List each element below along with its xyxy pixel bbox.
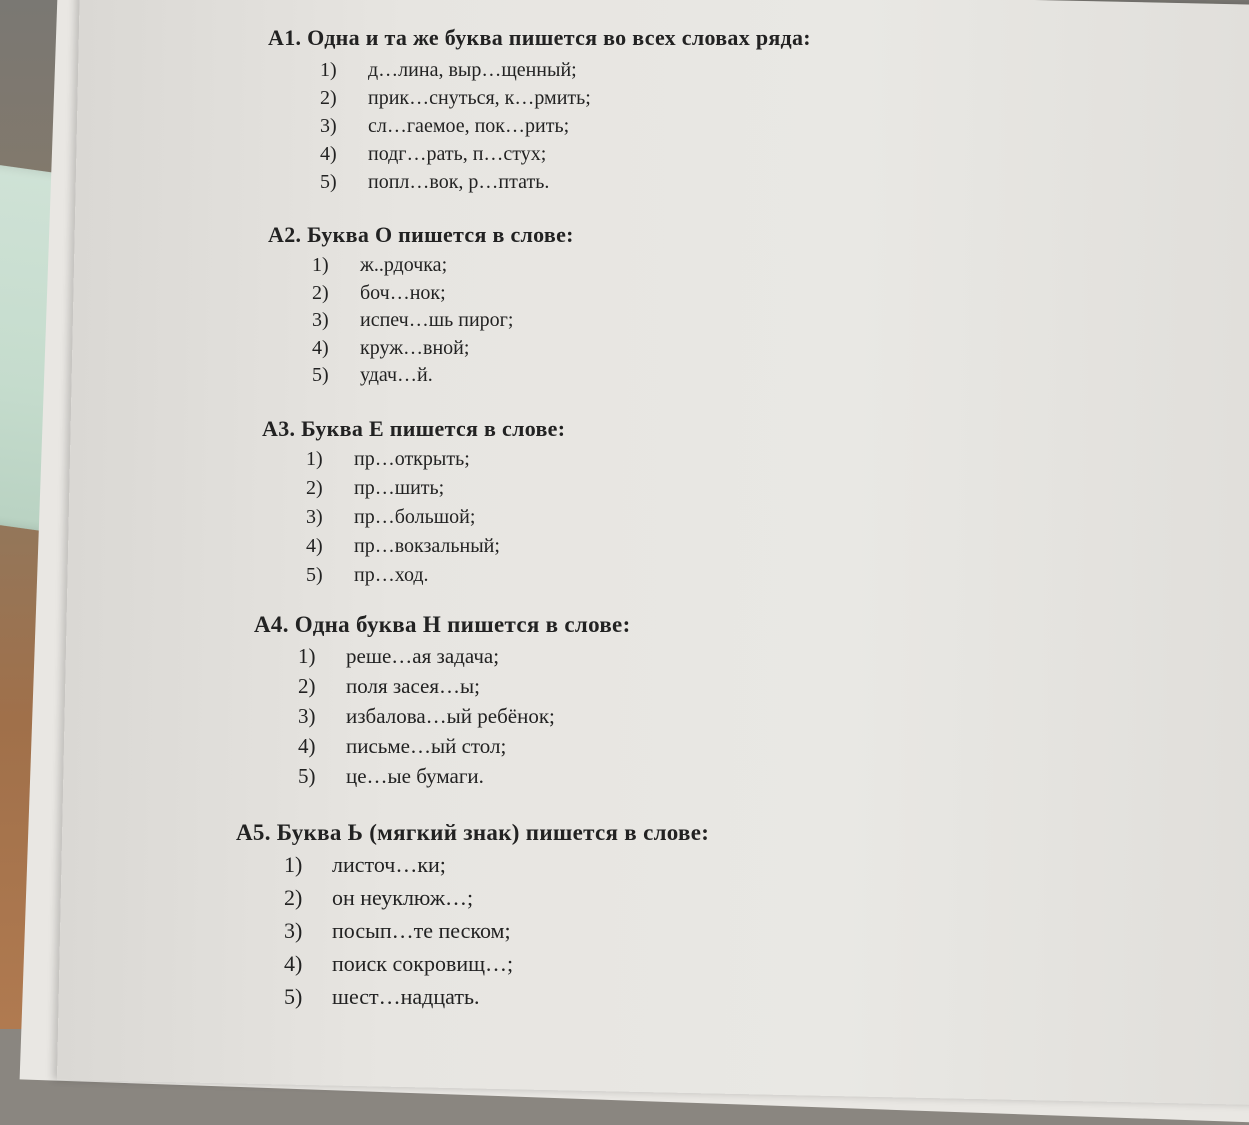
option-number: 4) <box>312 336 329 359</box>
option-list <box>312 254 574 392</box>
option-text: письме…ый стол; <box>346 734 507 758</box>
option-number: 1) <box>312 254 329 276</box>
option-item <box>284 918 709 951</box>
option-item <box>284 885 709 918</box>
option-number: 4) <box>306 535 323 557</box>
option-item <box>312 254 574 282</box>
option-item <box>320 115 811 143</box>
option-number: 2) <box>298 674 316 698</box>
option-number: 2) <box>320 87 337 109</box>
task-a2 <box>268 222 574 392</box>
option-item <box>312 337 574 365</box>
option-text: пр…большой; <box>354 506 476 528</box>
option-text: он неуклюж…; <box>332 885 474 910</box>
task-title: А3. Буква Е пишется в слове: <box>262 416 566 441</box>
option-text: подг…рать, п…стух; <box>368 143 547 165</box>
option-number: 5) <box>298 764 316 788</box>
task-title: А5. Буква Ь (мягкий знак) пишется в слове: <box>236 820 710 845</box>
task-title: А1. Одна и та же буква пишется во всех словах ряда: <box>268 25 811 50</box>
option-text: ж..рдочка; <box>360 254 448 276</box>
option-item <box>284 984 709 1017</box>
option-item <box>312 282 574 310</box>
option-number: 5) <box>312 364 329 386</box>
option-list <box>298 644 631 794</box>
option-item <box>312 364 574 392</box>
option-list <box>284 852 709 1017</box>
option-text: пр…ход. <box>354 564 429 586</box>
option-item <box>298 674 631 704</box>
task-a4 <box>254 612 631 794</box>
option-text: шест…надцать. <box>332 984 480 1009</box>
option-text: це…ые бумаги. <box>346 764 484 788</box>
task-title: А4. Одна буква Н пишется в слове: <box>254 612 631 637</box>
option-item <box>306 506 565 535</box>
option-item <box>298 704 631 734</box>
option-text: пр…шить; <box>354 477 445 499</box>
option-number: 3) <box>320 115 337 137</box>
option-item <box>312 309 574 337</box>
option-number: 5) <box>284 984 303 1009</box>
option-number: 5) <box>320 171 337 193</box>
option-item <box>306 477 565 506</box>
option-number: 3) <box>298 704 316 728</box>
option-text: избалова…ый ребёнок; <box>346 704 555 728</box>
option-text: поля засея…ы; <box>346 674 480 698</box>
option-number: 1) <box>306 448 323 470</box>
option-item <box>306 448 565 477</box>
option-number: 1) <box>298 644 316 668</box>
option-text: испеч…шь пирог; <box>360 309 514 331</box>
option-item <box>298 644 631 674</box>
option-item <box>298 734 631 764</box>
option-item <box>320 59 811 87</box>
option-item <box>320 143 811 171</box>
option-number: 2) <box>284 885 303 910</box>
option-number: 2) <box>306 477 323 499</box>
option-item <box>284 951 709 984</box>
option-number: 3) <box>306 506 323 528</box>
option-number: 4) <box>284 951 303 976</box>
option-text: боч…нок; <box>360 281 446 304</box>
option-text: поиск сокровищ…; <box>332 951 514 976</box>
option-text: прик…снуться, к…рмить; <box>368 87 591 109</box>
option-item <box>298 764 631 794</box>
option-list <box>306 448 565 593</box>
task-title: А2. Буква О пишется в слове: <box>268 222 574 247</box>
option-text: сл…гаемое, пок…рить; <box>368 115 570 137</box>
option-item <box>320 87 811 115</box>
option-number: 3) <box>312 309 329 331</box>
option-text: д…лина, выр…щенный; <box>368 59 577 81</box>
task-a1 <box>268 25 811 199</box>
option-item <box>306 535 565 564</box>
option-text: попл…вок, р…птать. <box>368 171 550 193</box>
option-text: удач…й. <box>360 364 433 386</box>
option-item <box>284 852 709 885</box>
option-number: 4) <box>320 143 337 165</box>
task-a3 <box>262 416 565 593</box>
option-text: посып…те песком; <box>332 918 511 943</box>
option-item <box>320 171 811 199</box>
option-text: пр…открыть; <box>354 448 470 470</box>
option-text: листоч…ки; <box>332 852 446 877</box>
option-number: 2) <box>312 281 329 304</box>
option-item <box>306 564 565 593</box>
option-text: реше…ая задача; <box>346 644 500 668</box>
option-text: круж…вной; <box>360 336 470 359</box>
option-text: пр…вокзальный; <box>354 535 500 557</box>
option-number: 5) <box>306 564 323 586</box>
option-number: 3) <box>284 918 303 943</box>
task-a5 <box>236 820 709 1017</box>
option-number: 1) <box>284 852 303 877</box>
option-number: 4) <box>298 734 316 758</box>
option-list <box>320 59 811 199</box>
option-number: 1) <box>320 59 337 81</box>
